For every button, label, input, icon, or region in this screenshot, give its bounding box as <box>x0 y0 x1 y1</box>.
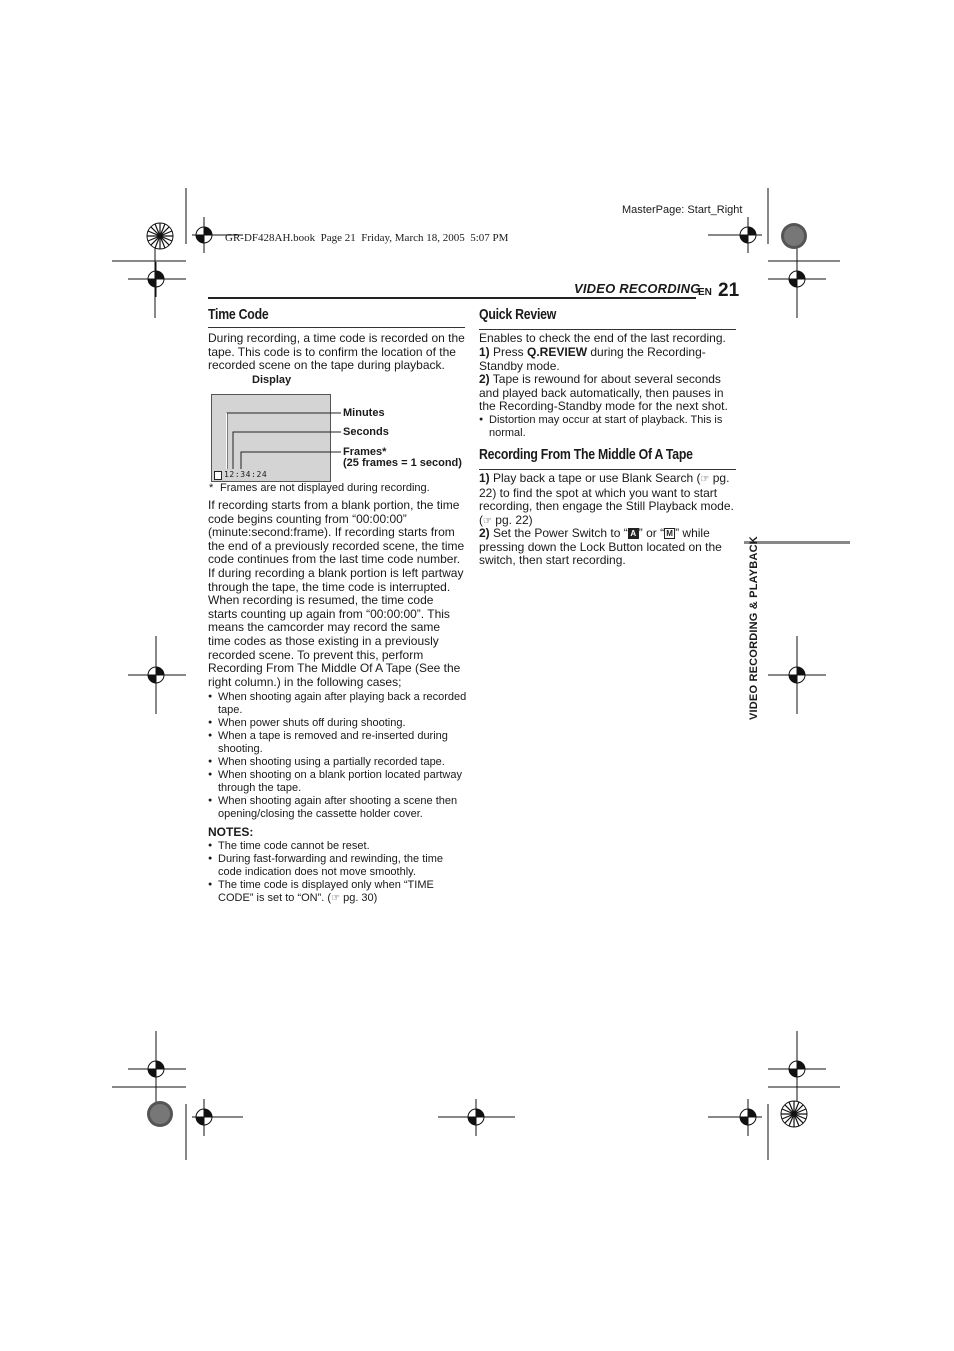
side-tab-label: VIDEO RECORDING & PLAYBACK <box>748 536 760 720</box>
book-info: GR-DF428AH.book Page 21 Friday, March 18, 2005 5:07 PM <box>225 232 509 244</box>
time-code-cases <box>208 691 468 821</box>
header-rule <box>208 297 696 299</box>
page-ref-icon: ☞ <box>331 892 341 904</box>
time-code-heading: Time Code <box>208 306 269 323</box>
section-title: VIDEO RECORDING <box>574 281 701 296</box>
quick-review-rule <box>479 329 736 330</box>
display-figure-title: Display <box>252 374 292 386</box>
list-item: ● When shooting on a blank portion located partway through the tape. <box>208 769 468 795</box>
quick-review-bullets <box>479 414 737 440</box>
q-review-button-label: Q.REVIEW <box>527 345 588 359</box>
footnote-mark: * <box>209 482 214 494</box>
list-item: ● When shooting again after shooting a scene then opening/closing the cassette holder cover. <box>208 795 468 821</box>
page-ref-icon: ☞ <box>483 515 492 527</box>
middle-of-tape-rule <box>479 469 736 470</box>
frames-label: Frames* <box>343 446 387 458</box>
page-ref-icon: ☞ <box>700 474 710 485</box>
page-number: 21 <box>718 280 740 301</box>
list-item: ● During fast-forwarding and rewinding, the time code indication does not move smoothly. <box>208 853 458 879</box>
notes-list <box>208 840 458 906</box>
language-label: EN <box>698 287 712 298</box>
middle-of-tape-heading: Recording From The Middle Of A Tape <box>479 446 693 463</box>
time-code-intro: During recording, a time code is recorded on the tape. This code is to confirm the location of the recorded scene on the tape during playback. <box>208 331 465 373</box>
middle-of-tape-step1: 1) Play back a tape or use Blank Search (☞ pg. 22) to find the spot at which you want to start recording, then engage the Still Playback mode. (☞ pg. 22) <box>479 471 734 527</box>
minutes-label: Minutes <box>343 407 385 419</box>
list-item: ● The time code is displayed only when “TIME CODE” is set to “ON”. (☞ pg. 30) <box>208 879 458 906</box>
quick-review-heading: Quick Review <box>479 306 557 323</box>
list-item: ● When a tape is removed and re-inserted during shooting. <box>208 730 468 756</box>
time-code-rule <box>208 327 465 328</box>
list-item: ● Distortion may occur at start of playback. This is normal. <box>479 414 737 440</box>
tape-icon <box>214 471 222 480</box>
quick-review-intro: Enables to check the end of the last recording. <box>479 331 726 345</box>
list-item: ● The time code cannot be reset. <box>208 840 458 853</box>
quick-review-step2: 2) Tape is rewound for about several seconds and played back automatically, then pauses in the Recording-Standby mode for the next shot. <box>479 372 728 414</box>
list-item: ● When power shuts off during shooting. <box>208 717 468 730</box>
middle-of-tape-step2: 2) Set the Power Switch to “ A ” or “ M ” while pressing down the Lock Button located on the switch, then start recording. <box>479 526 722 568</box>
time-code-readout: 12:34:24 <box>224 470 268 479</box>
footnote: Frames are not displayed during recording. <box>220 482 430 494</box>
list-item: ● When shooting again after playing back a recorded tape. <box>208 691 468 717</box>
manual-mode-icon: M <box>664 528 675 539</box>
list-item: ● When shooting using a partially recorded tape. <box>208 756 468 769</box>
seconds-label: Seconds <box>343 426 389 438</box>
quick-review-step1: 1) Press Q.REVIEW during the Recording-Standby mode. <box>479 345 706 373</box>
auto-mode-icon: A <box>628 528 639 539</box>
masterpage-label: MasterPage: Start_Right <box>622 204 743 216</box>
time-code-body: If recording starts from a blank portion, the time code begins counting from “00:00:00” (minute:second:frame). If recording starts from the end of a previously recorded scene, the time code continues from the last time code number. If during recording a blank portion is left partway through the tape, the time code is interrupted. When recording is resumed, the time code starts counting up again from “00:00:00”. This means the camcorder may record the same time codes as those existing in a previously recorded scene. To prevent this, perform Recording From The Middle Of A Tape (See the right column.) in the following cases; <box>208 498 465 689</box>
notes-heading: NOTES: <box>208 825 254 839</box>
frames-note: (25 frames = 1 second) <box>343 457 462 469</box>
